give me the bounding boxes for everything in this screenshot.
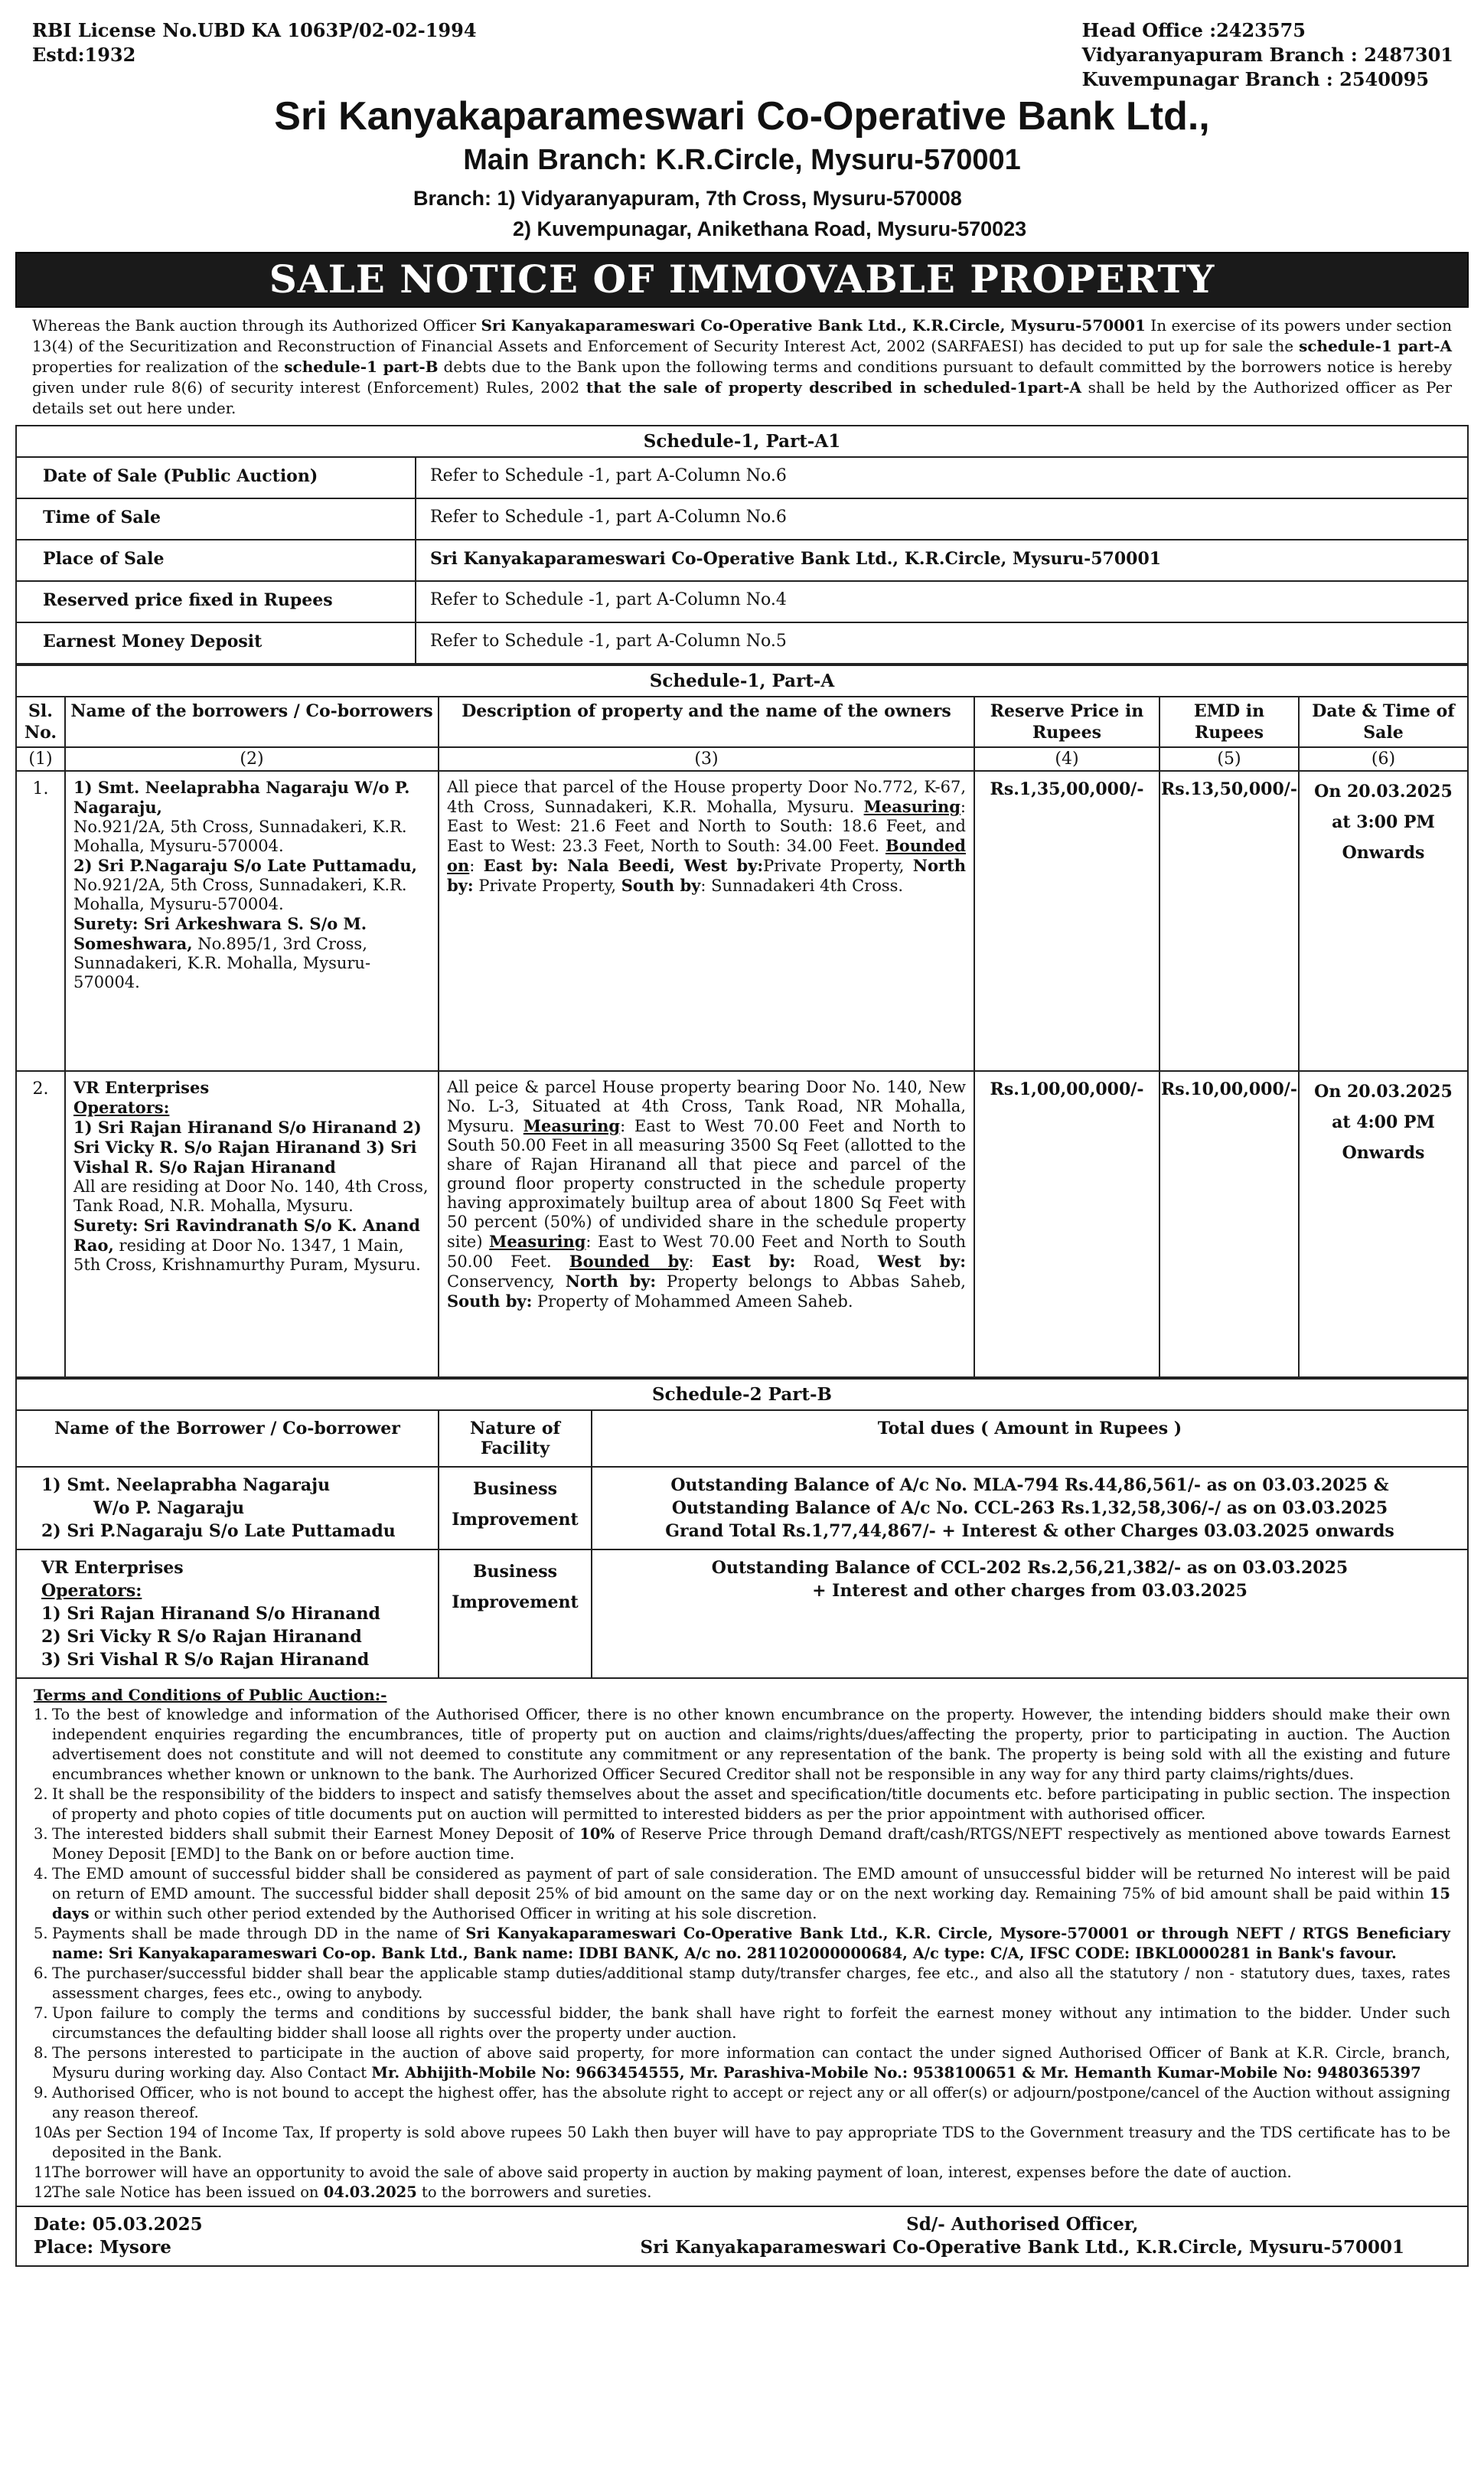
dues-line: Outstanding Balance of A/c No. CCL-263 Rs.1,32,58,306/-/ as on 03.03.2025 (671, 1498, 1388, 1518)
intro-bank: Sri Kanyakaparameswari Co-Operative Bank Ltd., K.R.Circle, Mysuru-570001 (481, 316, 1146, 335)
desc-text: Private Property, (473, 877, 621, 895)
table-header-row (16, 1410, 1468, 1467)
col-header: Total dues ( Amount in Rupees ) (592, 1410, 1468, 1467)
term-item: 11. The borrower will have an opportunity to avoid the sale of above said property in auction by making payment of loan, interest, expenses before the date of auction. (34, 2163, 1450, 2183)
branch-2: 2) Kuvempunagar, Anikethana Road, Mysuru-570023 (513, 217, 1027, 240)
term-text: Payments shall be made through DD in the name of (52, 1925, 466, 1942)
license-block (32, 18, 477, 67)
branch-1: 1) Vidyaranyapuram, 7th Cross, Mysuru-570008 (497, 187, 962, 210)
table-row (16, 498, 1468, 540)
main-branch: Main Branch: K.R.Circle, Mysuru-570001 (463, 144, 1021, 176)
desc-text: : East to West 70.00 Feet and North to South 50.00 Feet in all measuring 3500 Sq Feet (allotted to the share of Rajan Hiranand all that piece and parcel of the ground floor property constructed in the schedule property having approximately builtup area of about 1800 Sq Feet with 50 percent (50%) of undivided share in the schedule property site) (447, 1117, 966, 1251)
reserve-price: Rs.1,35,00,000/- (974, 771, 1159, 1071)
table-row (16, 1549, 1468, 1678)
desc-label: West by: (877, 1252, 966, 1271)
term-item: 6. The purchaser/successful bidder shall bear the applicable stamp duties/additional stamp duty/transfer charges, fee etc., and also all the statutory / non - statutory dues, taxes, rates assessment charges, fees etc., owing to anybody. (34, 1964, 1450, 2002)
desc-label: Measuring (863, 797, 961, 816)
table-row (16, 1467, 1468, 1549)
desc-label: South by: (447, 1291, 533, 1311)
dues-line: Outstanding Balance of CCL-202 Rs.2,56,21,382/- as on 03.03.2025 (711, 1558, 1349, 1578)
desc-text: All piece that parcel of the House property Door No.772, K-67, 4th Cross, Sunnadakeri, K.R. Mohalla, Mysuru. (447, 778, 966, 816)
col-number: (5) (1159, 747, 1299, 771)
col-header: Nature of Facility (439, 1410, 592, 1467)
facility: Business Improvement (439, 1467, 592, 1549)
schedule-b-table (15, 1409, 1469, 1679)
notice-place: Place: Mysore (34, 2237, 171, 2258)
facility: Business Improvement (439, 1549, 592, 1678)
intro-paragraph (15, 308, 1469, 425)
intro-ref: that the sale of property described in scheduled-1part-A (585, 378, 1081, 397)
vidyaranyapuram-phone: Vidyaranyapuram Branch : 2487301 (1081, 44, 1453, 66)
emd-amount: Rs.13,50,000/- (1159, 771, 1299, 1071)
term-text: The borrower will have an opportunity to avoid the sale of above said property in auction by making payment of loan, interest, expenses before the date of auction. (52, 2163, 1292, 2181)
term-item: 9. Authorised Officer, who is not bound to accept the highest offer, has the absolute right to accept or reject any or all offer(s) or adjourn/postpone/cancel of the Auction without assigning any reason thereof. (34, 2084, 1450, 2121)
term-text: of Reserve Price through Demand draft/cash/RTGS/NEFT respectively as mentioned above towards Earnest Money Deposit [EMD] to the Bank on or before auction time. (52, 1825, 1450, 1863)
dues-cell (592, 1467, 1468, 1549)
term-bold: 04.03.2025 (323, 2183, 417, 2201)
term-text: As per Section 194 of Income Tax, If property is sold above rupees 50 Lakh then buyer will have to pay appropriate TDS to the Government treasury and the TDS certificate has to be deposited in the Bank. (52, 2124, 1450, 2161)
footer-signature (641, 2213, 1405, 2265)
col-header: Description of property and the name of the owners (439, 697, 974, 747)
table-row (16, 581, 1468, 622)
term-item: 12. The sale Notice has been issued on 04.03.2025 to the borrowers and sureties. (34, 2183, 652, 2201)
borrower-name: 1) Smt. Neelaprabha Nagaraju (41, 1475, 331, 1495)
operators-label: Operators: (41, 1581, 142, 1601)
a1-value: Refer to Schedule -1, part A-Column No.5 (416, 622, 1468, 664)
reserve-price: Rs.1,00,00,000/- (974, 1071, 1159, 1377)
contact-numbers (1082, 18, 1453, 92)
signatory: Sd/- Authorised Officer, (906, 2214, 1139, 2235)
desc-text: Conservency, (447, 1272, 566, 1291)
term-text: to the borrowers and sureties. (416, 2183, 652, 2201)
emd-amount: Rs.10,00,000/- (1159, 1071, 1299, 1377)
term-text: It shall be the responsibility of the bidders to inspect and satisfy themselves about the asset and specification/title documents etc. before participating in public section. The inspection of property and photo copies of title documents put on auction will permitted to interested bidders as per the prior appointment with authorised officer. (52, 1785, 1450, 1823)
dues-line: Grand Total Rs.1,77,44,867/- + Interest & other Charges 03.03.2025 onwards (665, 1521, 1394, 1541)
a1-value: Refer to Schedule -1, part A-Column No.6 (416, 498, 1468, 540)
established-year: Estd:1932 (32, 44, 136, 66)
col-number: (1) (16, 747, 65, 771)
operator-name: 1) Sri Rajan Hiranand S/o Hiranand (41, 1604, 380, 1624)
desc-text: Property of Mohammed Ameen Saheb. (532, 1292, 853, 1311)
col-header: EMD in Rupees (1159, 697, 1299, 747)
col-number: (3) (439, 747, 974, 771)
a1-key: Time of Sale (16, 498, 416, 540)
intro-text: In exercise of its powers under section 13(4) of the Securitization and Reconstruction of Financial Assets and Enforcement of Security Interest Act, 2002 (SARFAESI) has decided to put up for sale the (32, 316, 1452, 355)
borrower-address: No.921/2A, 5th Cross, Sunnadakeri, K.R. Mohalla, Mysuru-570004. (73, 818, 407, 855)
table-row (16, 622, 1468, 664)
schedule-a-title: Schedule-1, Part-A (15, 665, 1469, 696)
col-header: Sl. No. (16, 697, 65, 747)
footer (15, 2207, 1469, 2267)
col-number: (4) (974, 747, 1159, 771)
branch-label: Branch: (413, 187, 492, 210)
col-header: Date & Time of Sale (1299, 697, 1468, 747)
surety-name: Surety: Sri Arkeshwara S. S/o M. Someshwara, (73, 914, 367, 953)
desc-text: : East to West: 21.6 Feet and North to South: 18.6 Feet, and East to West: 23.3 Feet, North to South: 34.00 Feet. (447, 798, 966, 855)
branch-list (413, 183, 1469, 244)
borrower-name: VR Enterprises (41, 1558, 184, 1578)
surety-name: Surety: Sri Ravindranath S/o K. Anand Rao, (73, 1216, 420, 1255)
notice-title: SALE NOTICE OF IMMOVABLE PROPERTY (15, 252, 1469, 308)
term-text: The persons interested to participate in the auction of above said property, for more information can contact the under signed Authorised Officer of Bank at K.R. Circle, branch, Mysuru during working day. Also Contact (52, 2044, 1450, 2082)
a1-key: Reserved price fixed in Rupees (16, 581, 416, 622)
desc-text: : Sunnadakeri 4th Cross. (700, 877, 904, 895)
a1-value: Sri Kanyakaparameswari Co-Operative Bank Ltd., K.R.Circle, Mysuru-570001 (416, 540, 1468, 581)
desc-label: Bounded on (447, 836, 966, 875)
col-number: (6) (1299, 747, 1468, 771)
intro-text: Whereas the Bank auction through its Authorized Officer (32, 316, 481, 335)
intro-text: debts due to the Bank upon the following terms and conditions pursuant to default committed by the borrowers notice is hereby given under rule 8(6) of security interest (Enforcement) Rules, 2002 (32, 358, 1452, 397)
term-bold: Mr. Abhijith-Mobile No: 9663454555, Mr. Parashiva-Mobile No.: 9538100651 & Mr. Hemanth Kumar-Mobile No: 9480365397 (371, 2064, 1421, 2082)
sale-time: at 4:00 PM (1332, 1112, 1435, 1132)
operator-names: 1) Sri Rajan Hiranand S/o Hiranand 2) Sri Vicky R. S/o Rajan Hiranand 3) Sri Vishal R. S/o Rajan Hiranand (73, 1118, 422, 1177)
schedule-a1-title: Schedule-1, Part-A1 (15, 425, 1469, 456)
desc-text: Property belongs to Abbas Saheb, (656, 1272, 966, 1291)
signatory-bank: Sri Kanyakaparameswari Co-Operative Bank Ltd., K.R.Circle, Mysuru-570001 (640, 2237, 1404, 2258)
schedule-a1-table (15, 456, 1469, 665)
notice-date: Date: 05.03.2025 (34, 2214, 203, 2235)
desc-label: South by (621, 876, 701, 895)
terms-title: Terms and Conditions of Public Auction:- (34, 1686, 387, 1704)
sale-datetime (1299, 771, 1468, 1071)
term-text: The purchaser/successful bidder shall bear the applicable stamp duties/additional stamp duty/transfer charges, fee etc., and also all the statutory / non - statutory dues, taxes, rates assessment charges, fees etc., owing to anybody. (52, 1964, 1450, 2002)
desc-text: Private Property, (763, 857, 913, 875)
sale-notice-page (15, 0, 1469, 2267)
borrower-name: 2) Sri P.Nagaraju S/o Late Puttamadu, (73, 856, 417, 875)
surety-address: residing at Door No. 1347, 1 Main, 5th Cross, Krishnamurthy Puram, Mysuru. (73, 1236, 421, 1274)
desc-text: Road, (795, 1252, 878, 1271)
term-bold: Sri Kanyakaparameswari Co-Operative Bank Ltd., K.R. Circle, Mysore-570001 or through NEFT / RTGS Beneficiary name: Sri Kanyakaparameswari Co-op. Bank Ltd., Bank name: IDBI BANK, A/c no. 281102000000684, A/c type: C/A, IFSC CODE: IBKL0000281 in Bank's favour. (52, 1925, 1450, 1962)
a1-value: Refer to Schedule -1, part A-Column No.4 (416, 581, 1468, 622)
operators-label: Operators: (73, 1098, 170, 1117)
desc-text: : East to West 70.00 Feet and North to South 50.00 Feet. (447, 1233, 967, 1271)
intro-ref: schedule-1 part-B (284, 358, 439, 376)
desc-label: Measuring (523, 1116, 621, 1135)
head-office-phone: Head Office :2423575 (1081, 19, 1306, 41)
sale-date: On 20.03.2025 (1314, 782, 1453, 802)
term-item: 7. Upon failure to comply the terms and conditions by successful bidder, the bank shall have right to forfeit the earnest money without any intimation to the bidder. Under such circumstances the defaulting bidder shall loose all rights over the property under auction. (34, 2004, 1450, 2042)
term-bold: 10% (579, 1825, 615, 1843)
table-row (16, 457, 1468, 498)
term-item: 1. To the best of knowledge and information of the Authorised Officer, there is no other known encumbrance on the property. However, the intending bidders should make their own independent enquiries regarding the encumbrances, title of property put on auction and claims/rights/dues/affecting the property, prior to participating in auction. The Auction advertisement does not constitute and will not deemed to constitute any commitment or any representation of the bank. The property is being sold with all the existing and future encumbrances whether known or unknown to the bank. The Aurhorized Officer Secured Creditor shall not be responsible in any way for any third party claims/rights/dues. (34, 1706, 1450, 1783)
footer-left (34, 2213, 203, 2265)
a1-key: Earnest Money Deposit (16, 622, 416, 664)
operator-name: 3) Sri Vishal R S/o Rajan Hiranand (41, 1650, 370, 1670)
borrower-name: 2) Sri P.Nagaraju S/o Late Puttamadu (41, 1521, 396, 1541)
term-text: Authorised Officer, who is not bound to accept the highest offer, has the absolute right to accept or reject any or all offer(s) or adjourn/postpone/cancel of the Auction without assigning any reason thereof. (52, 2084, 1450, 2121)
term-item: 5. Payments shall be made through DD in the name of Sri Kanyakaparameswari Co-Operative Bank Ltd., K.R. Circle, Mysore-570001 or through NEFT / RTGS Beneficiary name: Sri Kanyakaparameswari Co-op. Bank Ltd., Bank name: IDBI BANK, A/c no. 281102000000684, A/c type: C/A, IFSC CODE: IBKL0000281 in Bank's favour. (34, 1925, 1450, 1962)
operator-name: 2) Sri Vicky R S/o Rajan Hiranand (41, 1627, 362, 1647)
terms-section (15, 1679, 1469, 2207)
term-text: The sale Notice has been issued on (52, 2183, 324, 2201)
property-description (439, 771, 974, 1071)
sl-no: 2. (16, 1071, 65, 1377)
table-row (16, 1071, 1468, 1377)
term-item: 10. As per Section 194 of Income Tax, If property is sold above rupees 50 Lakh then buyer will have to pay appropriate TDS to the Government treasury and the TDS certificate has to be deposited in the Bank. (34, 2124, 1450, 2161)
desc-label: East by: (711, 1252, 796, 1271)
sale-onwards: Onwards (1342, 843, 1425, 863)
sale-onwards: Onwards (1342, 1143, 1425, 1163)
borrower-cell (65, 1071, 439, 1377)
borrower-address: All are residing at Door No. 140, 4th Cross, Tank Road, N.R. Mohalla, Mysuru. (73, 1177, 429, 1215)
desc-label: North by: (565, 1272, 657, 1291)
col-number-row (16, 747, 1468, 771)
term-bold: 15 days (52, 1885, 1450, 1922)
term-item: 3. The interested bidders shall submit their Earnest Money Deposit of 10% of Reserve Price through Demand draft/cash/RTGS/NEFT respectively as mentioned above towards Earnest Money Deposit [EMD] to the Bank on or before auction time. (34, 1825, 1450, 1863)
col-header: Name of the borrowers / Co-borrowers (65, 697, 439, 747)
kuvempunagar-phone: Kuvempunagar Branch : 2540095 (1081, 68, 1430, 90)
rbi-license: RBI License No.UBD KA 1063P/02-02-1994 (32, 19, 477, 41)
borrower-address: No.921/2A, 5th Cross, Sunnadakeri, K.R. Mohalla, Mysuru-570004. (73, 876, 407, 913)
header-top (15, 14, 1469, 98)
desc-label: Bounded by (569, 1252, 689, 1271)
desc-label: North by: (447, 856, 966, 895)
desc-text: All peice & parcel House property bearing Door No. 140, New No. L-3, Situated at 4th Cross, Tank Road, NR Mohalla, Mysuru. (447, 1078, 966, 1135)
a1-value: Refer to Schedule -1, part A-Column No.6 (416, 457, 1468, 498)
table-row (16, 771, 1468, 1071)
dues-cell (592, 1549, 1468, 1678)
a1-key: Date of Sale (Public Auction) (16, 457, 416, 498)
sale-datetime (1299, 1071, 1468, 1377)
dues-line: Outstanding Balance of A/c No. MLA-794 Rs.44,86,561/- as on 03.03.2025 & (670, 1475, 1389, 1495)
intro-ref: schedule-1 part-A (1299, 337, 1452, 355)
term-item: 4. The EMD amount of successful bidder shall be considered as payment of part of sale consideration. The EMD amount of unsuccessful bidder will be returned No interest will be paid on return of EMD amount. The successful bidder shall deposit 25% of bid amount on the same day or on the next working day. Remaining 75% of bid amount shall be paid within 15 days or within such other period extended by the Authorised Officer in writing at his sole discretion. (34, 1865, 1450, 1922)
bank-name: Sri Kanyakaparameswari Co-Operative Bank Ltd., (274, 94, 1210, 139)
term-text: The EMD amount of successful bidder shall be considered as payment of part of sale consideration. The EMD amount of unsuccessful bidder will be returned No interest will be paid on return of EMD amount. The successful bidder shall deposit 25% of bid amount on the same day or on the next working day. Remaining 75% of bid amount shall be paid within (52, 1865, 1450, 1902)
borrower-cell (65, 771, 439, 1071)
term-text: To the best of knowledge and information of the Authorised Officer, there is no other known encumbrance on the property. However, the intending bidders should make their own independent enquiries regarding the encumbrances, title of property put on auction and claims/rights/dues/affecting the property, prior to participating in auction. The Auction advertisement does not constitute and will not deemed to constitute any commitment or any representation of the bank. The property is being sold with all the existing and future encumbrances whether known or unknown to the bank. The Aurhorized Officer Secured Creditor shall not be responsible in any way for any third party claims/rights/dues. (52, 1706, 1450, 1783)
desc-text: : (469, 857, 484, 875)
sale-date: On 20.03.2025 (1314, 1082, 1453, 1102)
table-row (16, 540, 1468, 581)
col-header: Name of the Borrower / Co-borrower (16, 1410, 439, 1467)
a1-key: Place of Sale (16, 540, 416, 581)
schedule-b-title: Schedule-2 Part-B (15, 1378, 1469, 1409)
col-header: Reserve Price in Rupees (974, 697, 1159, 747)
desc-label: Measuring (489, 1232, 586, 1251)
borrower-cell (16, 1467, 439, 1549)
borrower-cell (16, 1549, 439, 1678)
property-description (439, 1071, 974, 1377)
desc-text: : (688, 1252, 712, 1271)
schedule-a-table (15, 696, 1469, 1378)
intro-text: shall be held by the Authorized officer as Per details set out here under. (32, 378, 1453, 417)
sale-time: at 3:00 PM (1332, 812, 1435, 832)
col-number: (2) (65, 747, 439, 771)
borrower-name: W/o P. Nagaraju (93, 1498, 245, 1518)
borrower-name: 1) Smt. Neelaprabha Nagaraju W/o P. Nagaraju, (73, 778, 410, 817)
borrower-name: VR Enterprises (73, 1078, 210, 1097)
desc-label: East by: Nala Beedi, West by: (483, 856, 764, 875)
surety-address: No.895/1, 3rd Cross, Sunnadakeri, K.R. Mohalla, Mysuru-570004. (73, 935, 371, 991)
intro-text: properties for realization of the (32, 358, 285, 376)
term-item: 8. The persons interested to participate in the auction of above said property, for more information can contact the under signed Authorised Officer of Bank at K.R. Circle, branch, Mysuru during working day. Also Contact Mr. Abhijith-Mobile No: 9663454555, Mr. Parashiva-Mobile No.: 9538100651 & Mr. Hemanth Kumar-Mobile No: 9480365397 (34, 2044, 1450, 2082)
term-text: Upon failure to comply the terms and conditions by successful bidder, the bank shall have right to forfeit the earnest money without any intimation to the bidder. Under such circumstances the defaulting bidder shall loose all rights over the property under auction. (52, 2004, 1450, 2042)
term-text: or within such other period extended by the Authorised Officer in writing at his sole discretion. (89, 1905, 817, 1922)
table-header-row (16, 697, 1468, 747)
sl-no: 1. (16, 771, 65, 1071)
dues-line: + Interest and other charges from 03.03.2025 (812, 1581, 1248, 1601)
term-text: The interested bidders shall submit their Earnest Money Deposit of (52, 1825, 580, 1843)
term-item: 2. It shall be the responsibility of the bidders to inspect and satisfy themselves about the asset and specification/title documents etc. before participating in public section. The inspection of property and photo copies of title documents put on auction will permitted to interested bidders as per the prior appointment with authorised officer. (34, 1785, 1450, 1823)
